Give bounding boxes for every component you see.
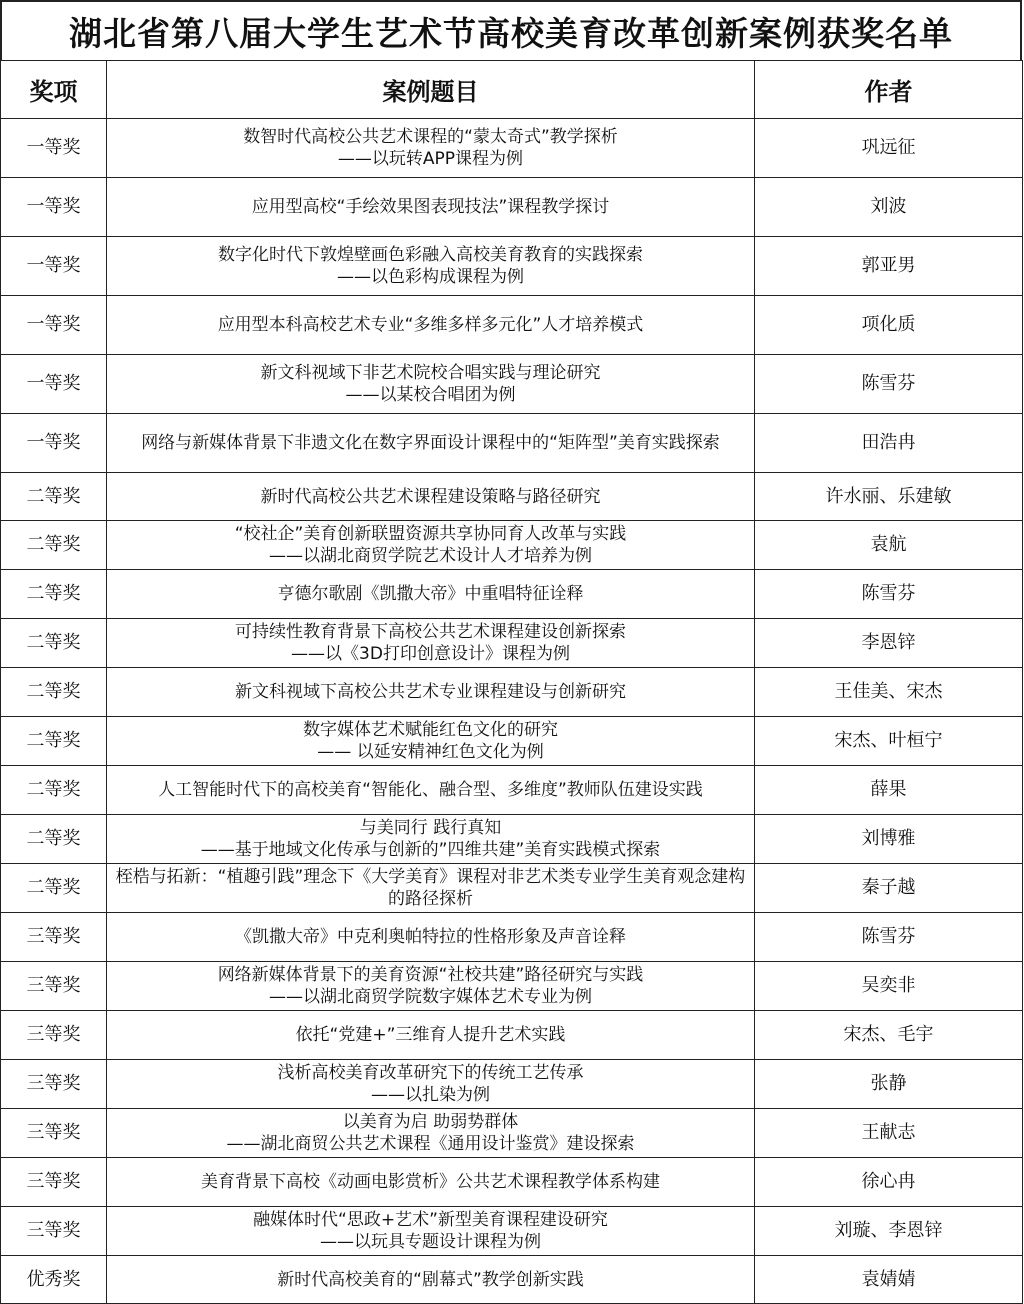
case-title (107, 355, 755, 414)
table-row (1, 815, 1023, 864)
case-title (107, 570, 755, 619)
case-title-line: ——以某校合唱团为例 (345, 385, 516, 405)
table-row (1, 913, 1023, 962)
award-level: 二等奖 (1, 815, 107, 864)
author-name: 刘博雅 (755, 815, 1023, 864)
award-level: 二等奖 (1, 473, 107, 521)
case-title-line: 桎梏与拓新：“植趣引践”理念下《大学美育》课程对非艺术类专业学生美育观念建构的路径探析 (115, 867, 746, 909)
author-name: 徐心冉 (755, 1158, 1023, 1207)
case-title (107, 717, 755, 766)
case-title-line: 可持续性教育背景下高校公共艺术课程建设创新探索 (235, 622, 626, 642)
case-title-line: 应用型本科高校艺术专业“多维多样多元化”人才培养模式 (217, 315, 644, 335)
case-title-line: ——以《3D打印创意设计》课程为例 (291, 644, 570, 664)
award-level: 二等奖 (1, 570, 107, 619)
case-title-line: 与美同行 践行真知 (359, 818, 502, 838)
case-title-line: 依托“党建+”三维育人提升艺术实践 (295, 1025, 566, 1045)
case-title-line: “校社企”美育创新联盟资源共享协同育人改革与实践 (234, 524, 627, 544)
case-title (107, 119, 755, 178)
author-name: 秦子越 (755, 864, 1023, 913)
award-level: 三等奖 (1, 1207, 107, 1256)
award-level: 一等奖 (1, 178, 107, 237)
author-name: 薛果 (755, 766, 1023, 815)
case-title-line: 数智时代高校公共艺术课程的“蒙太奇式”教学探析 (243, 127, 618, 147)
case-title (107, 521, 755, 570)
case-title-line: ——以湖北商贸学院数字媒体艺术专业为例 (269, 987, 592, 1007)
case-title (107, 237, 755, 296)
award-level: 二等奖 (1, 717, 107, 766)
case-title (107, 296, 755, 355)
author-name: 袁婧婧 (755, 1256, 1023, 1304)
case-title-line: 人工智能时代下的高校美育“智能化、融合型、多维度”教师队伍建设实践 (158, 780, 703, 800)
table-row (1, 296, 1023, 355)
case-title (107, 1158, 755, 1207)
author-name: 李恩锌 (755, 619, 1023, 668)
author-name: 王佳美、宋杰 (755, 668, 1023, 717)
case-title (107, 913, 755, 962)
case-title (107, 1256, 755, 1304)
case-title-line: 新时代高校美育的“剧幕式”教学创新实践 (277, 1269, 584, 1290)
award-level: 三等奖 (1, 1109, 107, 1158)
table-body (1, 119, 1023, 1304)
award-level: 一等奖 (1, 237, 107, 296)
table-row (1, 178, 1023, 237)
award-level: 三等奖 (1, 1158, 107, 1207)
case-title (107, 1109, 755, 1158)
case-title (107, 1011, 755, 1060)
award-level: 三等奖 (1, 1060, 107, 1109)
case-title-line: 美育背景下高校《动画电影赏析》公共艺术课程教学体系构建 (201, 1172, 660, 1192)
case-title (107, 178, 755, 237)
author-name: 王献志 (755, 1109, 1023, 1158)
author-name: 许水丽、乐建敏 (755, 473, 1023, 521)
award-level: 一等奖 (1, 119, 107, 178)
author-name: 陈雪芬 (755, 355, 1023, 414)
case-title-line: 网络与新媒体背景下非遗文化在数字界面设计课程中的“矩阵型”美育实践探索 (141, 433, 720, 453)
table-row (1, 1158, 1023, 1207)
case-title-line: ——湖北商贸公共艺术课程《通用设计鉴赏》建设探索 (226, 1134, 635, 1154)
case-title-line: ——以扎染为例 (371, 1085, 490, 1105)
case-title-line: —— 以延安精神红色文化为例 (317, 742, 544, 762)
table-row (1, 521, 1023, 570)
author-name: 宋杰、叶桓宁 (755, 717, 1023, 766)
award-level: 一等奖 (1, 355, 107, 414)
table-row (1, 355, 1023, 414)
table-row (1, 570, 1023, 619)
case-title (107, 962, 755, 1011)
table-row (1, 1207, 1023, 1256)
table-row (1, 766, 1023, 815)
case-title-line: 新文科视域下非艺术院校合唱实践与理论研究 (260, 363, 601, 383)
author-name: 袁航 (755, 521, 1023, 570)
table-row (1, 668, 1023, 717)
case-title-line: 《凯撒大帝》中克利奥帕特拉的性格形象及声音诠释 (235, 927, 626, 947)
case-title-line: 网络新媒体背景下的美育资源“社校共建”路径研究与实践 (217, 965, 644, 985)
case-title (107, 815, 755, 864)
header-award: 奖项 (1, 61, 107, 119)
award-level: 二等奖 (1, 521, 107, 570)
case-title-line: 融媒体时代“思政+艺术”新型美育课程建设研究 (253, 1210, 608, 1230)
author-name: 刘璇、李恩锌 (755, 1207, 1023, 1256)
case-title-line: ——基于地域文化传承与创新的”四维共建”美育实践模式探索 (200, 840, 661, 860)
award-level: 三等奖 (1, 913, 107, 962)
award-level: 二等奖 (1, 766, 107, 815)
case-title-line: 新文科视域下高校公共艺术专业课程建设与创新研究 (235, 682, 626, 702)
page-title: 湖北省第八届大学生艺术节高校美育改革创新案例获奖名单 (0, 0, 1022, 60)
table-header-row (1, 61, 1023, 119)
table-row (1, 414, 1023, 473)
case-title (107, 619, 755, 668)
header-author: 作者 (755, 61, 1023, 119)
case-title-line: 新时代高校公共艺术课程建设策略与路径研究 (260, 486, 601, 507)
case-title-line: 数字媒体艺术赋能红色文化的研究 (303, 720, 558, 740)
table-row (1, 717, 1023, 766)
case-title-line: 以美育为启 助弱势群体 (342, 1112, 519, 1132)
table-row (1, 119, 1023, 178)
table-row (1, 237, 1023, 296)
table-row (1, 864, 1023, 913)
case-title (107, 766, 755, 815)
table-row (1, 1109, 1023, 1158)
award-level: 三等奖 (1, 1011, 107, 1060)
case-title (107, 668, 755, 717)
award-level: 一等奖 (1, 414, 107, 473)
award-level: 优秀奖 (1, 1256, 107, 1304)
case-title-line: ——以玩转APP课程为例 (337, 149, 524, 169)
award-level: 三等奖 (1, 962, 107, 1011)
table-row (1, 473, 1023, 521)
case-title-line: 浅析高校美育改革研究下的传统工艺传承 (277, 1063, 584, 1083)
case-title-line: 亨德尔歌剧《凯撒大帝》中重唱特征诠释 (277, 584, 584, 604)
author-name: 巩远征 (755, 119, 1023, 178)
table-row (1, 962, 1023, 1011)
table-row (1, 1256, 1023, 1304)
award-table (0, 60, 1023, 1304)
header-case: 案例题目 (107, 61, 755, 119)
case-title (107, 1207, 755, 1256)
award-level: 二等奖 (1, 864, 107, 913)
award-level: 一等奖 (1, 296, 107, 355)
author-name: 陈雪芬 (755, 913, 1023, 962)
author-name: 宋杰、毛宇 (755, 1011, 1023, 1060)
case-title-line: 应用型高校“手绘效果图表现技法”课程教学探讨 (251, 197, 610, 217)
case-title-line: ——以湖北商贸学院艺术设计人才培养为例 (269, 546, 592, 566)
case-title (107, 414, 755, 473)
author-name: 张静 (755, 1060, 1023, 1109)
award-level: 二等奖 (1, 619, 107, 668)
table-row (1, 1011, 1023, 1060)
author-name: 陈雪芬 (755, 570, 1023, 619)
table-row (1, 1060, 1023, 1109)
table-row (1, 619, 1023, 668)
author-name: 吴奕非 (755, 962, 1023, 1011)
case-title-line: 数字化时代下敦煌壁画色彩融入高校美育教育的实践探索 (218, 245, 643, 265)
author-name: 郭亚男 (755, 237, 1023, 296)
case-title (107, 473, 755, 521)
case-title (107, 864, 755, 913)
author-name: 刘波 (755, 178, 1023, 237)
author-name: 项化质 (755, 296, 1023, 355)
case-title-line: ——以色彩构成课程为例 (337, 267, 524, 287)
author-name: 田浩冉 (755, 414, 1023, 473)
award-level: 二等奖 (1, 668, 107, 717)
case-title (107, 1060, 755, 1109)
case-title-line: ——以玩具专题设计课程为例 (320, 1232, 541, 1252)
